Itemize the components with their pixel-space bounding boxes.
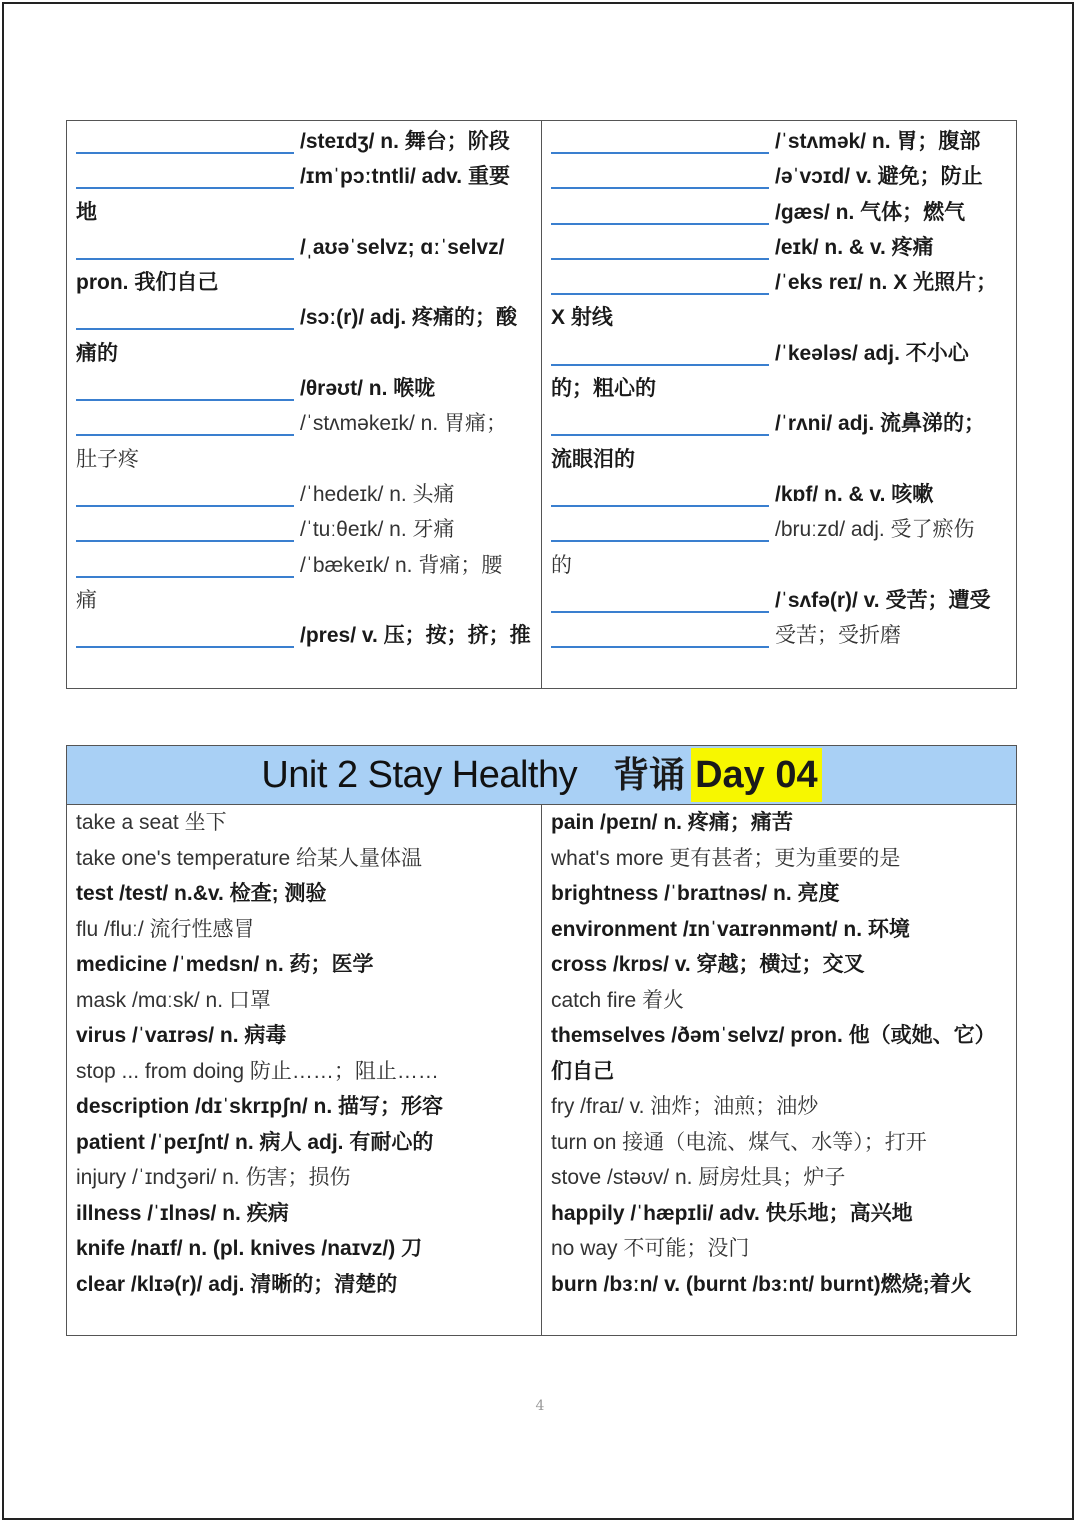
vocab-text: /kɒf/ n. & v. 咳嗽 <box>775 482 934 506</box>
vocab-text: themselves /ðəmˈselvz/ pron. 他（或她、它） <box>551 1024 996 1047</box>
vocab-row <box>76 442 536 477</box>
vocab-row <box>551 1267 1013 1303</box>
vocab-row <box>551 1018 1013 1054</box>
vocab-row <box>551 1160 1013 1196</box>
vocab-row <box>551 912 1013 948</box>
vocab-text: 肚子疼 <box>76 447 139 471</box>
vocab-row <box>76 876 536 912</box>
vocab-text: injury /ˈɪndʒəri/ n. 伤害；损伤 <box>76 1166 351 1189</box>
answer-blank <box>551 364 769 366</box>
vocab-text: happily /ˈhæpɪli/ adv. 快乐地；高兴地 <box>551 1201 913 1225</box>
vocab-row <box>76 1231 536 1267</box>
vocab-text: X 射线 <box>551 306 613 330</box>
vocab-text: brightness /ˈbraɪtnəs/ n. 亮度 <box>551 882 840 905</box>
answer-blank <box>76 399 294 401</box>
vocab-row <box>76 230 536 265</box>
vocab-text: no way 不可能；没门 <box>551 1237 750 1260</box>
vocab-text: /ˈsʌfə(r)/ v. 受苦；遭受 <box>775 588 991 612</box>
vocab-row <box>551 230 1011 265</box>
vocab-text: stove /stəʊv/ n. 厨房灶具；炉子 <box>551 1166 846 1189</box>
answer-blank <box>76 434 294 436</box>
vocab-text: cross /krɒs/ v. 穿越；横过；交叉 <box>551 953 865 976</box>
vocab-row <box>76 841 536 877</box>
vocab-row <box>76 159 536 194</box>
vocab-row <box>76 512 536 547</box>
vocab-row <box>551 159 1011 194</box>
unit-title: Unit 2 Stay Healthy <box>261 754 578 796</box>
vocab-text: knife /naɪf/ n. (pl. knives /naɪvz/) 刀 <box>76 1237 423 1260</box>
vocab-row <box>76 1125 536 1161</box>
vocab-text: environment /ɪnˈvaɪrənmənt/ n. 环境 <box>551 917 910 941</box>
unit-vocab-right-column <box>551 805 1013 1302</box>
vocab-text: flu /fluː/ 流行性感冒 <box>76 917 255 941</box>
vocab-row <box>551 841 1013 877</box>
vocab-row <box>551 876 1013 912</box>
unit-study-label: 背诵 <box>613 754 686 796</box>
vocab-row <box>76 371 536 406</box>
blank-vocab-left-column <box>76 124 536 653</box>
vocab-row <box>551 195 1011 230</box>
vocab-row <box>551 1231 1013 1267</box>
answer-blank <box>76 505 294 507</box>
vocab-text: what's more 更有甚者；更为重要的是 <box>551 846 901 870</box>
vocab-text: /ˈrʌni/ adj. 流鼻涕的； <box>775 412 986 436</box>
vocab-text: /ˈstʌməkeɪk/ n. 胃痛； <box>300 412 508 436</box>
vocab-row <box>551 1054 1013 1090</box>
vocab-text: medicine /ˈmedsn/ n. 药；医学 <box>76 953 374 976</box>
vocab-row <box>551 583 1011 618</box>
answer-blank <box>551 434 769 436</box>
vocab-text: /pres/ v. 压；按；挤；推 <box>300 624 531 648</box>
vocab-text: 流眼泪的 <box>551 447 635 471</box>
vocab-row <box>76 1267 536 1303</box>
vocab-row <box>76 195 536 230</box>
vocab-row <box>551 1125 1013 1161</box>
answer-blank <box>551 646 769 648</box>
unit-day-label: Day 04 <box>691 748 822 802</box>
vocab-text: 的；粗心的 <box>551 377 656 401</box>
blank-vocab-table <box>66 120 1017 689</box>
vocab-text: patient /ˈpeɪʃnt/ n. 病人 adj. 有耐心的 <box>76 1130 434 1154</box>
vocab-text: description /dɪˈskrɪpʃn/ n. 描写；形容 <box>76 1095 444 1118</box>
vocab-row <box>551 442 1011 477</box>
vocab-row <box>551 805 1013 841</box>
vocab-row <box>551 1196 1013 1232</box>
vocab-row <box>76 336 536 371</box>
vocab-text: burn /bɜːn/ v. (burnt /bɜːnt/ burnt)燃烧;着火 <box>551 1272 972 1296</box>
blank-vocab-right-column <box>551 124 1011 653</box>
vocab-text: /sɔː(r)/ adj. 疼痛的；酸 <box>300 306 518 330</box>
answer-blank <box>551 152 769 154</box>
vocab-row <box>551 477 1011 512</box>
answer-blank <box>76 187 294 189</box>
unit-vocab-left-column <box>76 805 536 1302</box>
vocab-row <box>76 548 536 583</box>
answer-blank <box>551 258 769 260</box>
page-number: 4 <box>535 1398 545 1414</box>
vocab-row <box>76 477 536 512</box>
answer-blank <box>551 187 769 189</box>
vocab-row <box>76 983 536 1019</box>
vocab-row <box>551 265 1011 300</box>
vocab-row <box>76 583 536 618</box>
answer-blank <box>551 223 769 225</box>
vocab-text: /ˈkeələs/ adj. 不小心 <box>775 341 969 365</box>
vocab-text: /steɪdʒ/ n. 舞台；阶段 <box>300 130 510 153</box>
vocab-row <box>76 406 536 441</box>
vocab-row <box>551 124 1011 159</box>
vocab-text: /bruːzd/ adj. 受了瘀伤 <box>775 518 975 542</box>
vocab-text: fry /fraɪ/ v. 油炸；油煎；油炒 <box>551 1095 819 1118</box>
vocab-row <box>551 300 1011 335</box>
answer-blank <box>76 576 294 578</box>
vocab-text: /eɪk/ n. & v. 疼痛 <box>775 235 934 259</box>
answer-blank <box>551 293 769 295</box>
vocab-row <box>551 618 1011 653</box>
vocab-text: /ɪmˈpɔːtntli/ adv. 重要 <box>300 165 510 189</box>
unit-header <box>67 746 1016 805</box>
vocab-text: turn on 接通（电流、煤气、水等）；打开 <box>551 1130 927 1154</box>
vocab-text: illness /ˈɪlnəs/ n. 疾病 <box>76 1201 289 1225</box>
answer-blank <box>76 258 294 260</box>
vocab-row <box>551 983 1013 1019</box>
vocab-text: clear /klɪə(r)/ adj. 清晰的；清楚的 <box>76 1272 398 1296</box>
vocab-text: /ˌaʊəˈselvz; ɑːˈselvz/ <box>300 235 505 259</box>
answer-blank <box>76 152 294 154</box>
vocab-text: 痛 <box>76 588 97 612</box>
answer-blank <box>551 505 769 507</box>
vocab-text: pron. 我们自己 <box>76 271 219 295</box>
vocab-row <box>551 548 1011 583</box>
vocab-text: /ˈtuːθeɪk/ n. 牙痛 <box>300 518 455 542</box>
answer-blank <box>551 540 769 542</box>
vocab-text: take one's temperature 给某人量体温 <box>76 846 422 870</box>
vocab-text: pain /peɪn/ n. 疼痛；痛苦 <box>551 811 793 834</box>
vocab-text: catch fire 着火 <box>551 988 685 1012</box>
vocab-row <box>551 371 1011 406</box>
vocab-text: mask /mɑːsk/ n. 口罩 <box>76 988 271 1012</box>
vocab-row <box>551 1089 1013 1125</box>
vocab-text: 的 <box>551 553 572 577</box>
vocab-text: 们自己 <box>551 1059 614 1083</box>
vocab-text: /əˈvɔɪd/ v. 避免；防止 <box>775 165 983 189</box>
vocab-text: 地 <box>76 200 97 224</box>
vocab-row <box>76 805 536 841</box>
vocab-row <box>76 124 536 159</box>
vocab-row <box>551 336 1011 371</box>
answer-blank <box>551 611 769 613</box>
vocab-row <box>76 1054 536 1090</box>
answer-blank <box>76 540 294 542</box>
column-divider <box>541 804 542 1335</box>
vocab-text: /ˈeks reɪ/ n. X 光照片； <box>775 271 998 295</box>
vocab-row <box>76 300 536 335</box>
vocab-text: stop ... from doing 防止……；阻止…… <box>76 1059 439 1083</box>
vocab-row <box>76 912 536 948</box>
vocab-row <box>76 947 536 983</box>
vocab-row <box>551 947 1013 983</box>
vocab-row <box>76 618 536 653</box>
vocab-row <box>76 1196 536 1232</box>
vocab-text: 痛的 <box>76 341 118 365</box>
vocab-text: /ˈstʌmək/ n. 胃；腹部 <box>775 130 981 153</box>
vocab-text: /ɡæs/ n. 气体；燃气 <box>775 200 966 224</box>
vocab-row <box>551 406 1011 441</box>
vocab-text: 受苦；受折磨 <box>775 624 901 648</box>
unit-vocab-table <box>66 745 1017 1336</box>
vocab-text: /ˈbækeɪk/ n. 背痛；腰 <box>300 553 503 577</box>
answer-blank <box>76 646 294 648</box>
vocab-text: /ˈhedeɪk/ n. 头痛 <box>300 482 455 506</box>
vocab-text: /θrəʊt/ n. 喉咙 <box>300 377 436 401</box>
vocab-row <box>76 265 536 300</box>
vocab-row <box>76 1089 536 1125</box>
vocab-row <box>76 1160 536 1196</box>
vocab-text: virus /ˈvaɪrəs/ n. 病毒 <box>76 1024 287 1047</box>
column-divider <box>541 121 542 688</box>
answer-blank <box>76 328 294 330</box>
vocab-row <box>551 512 1011 547</box>
vocab-row <box>76 1018 536 1054</box>
vocab-text: test /test/ n.&v. 检查; 测验 <box>76 882 327 905</box>
vocab-text: take a seat 坐下 <box>76 811 227 834</box>
